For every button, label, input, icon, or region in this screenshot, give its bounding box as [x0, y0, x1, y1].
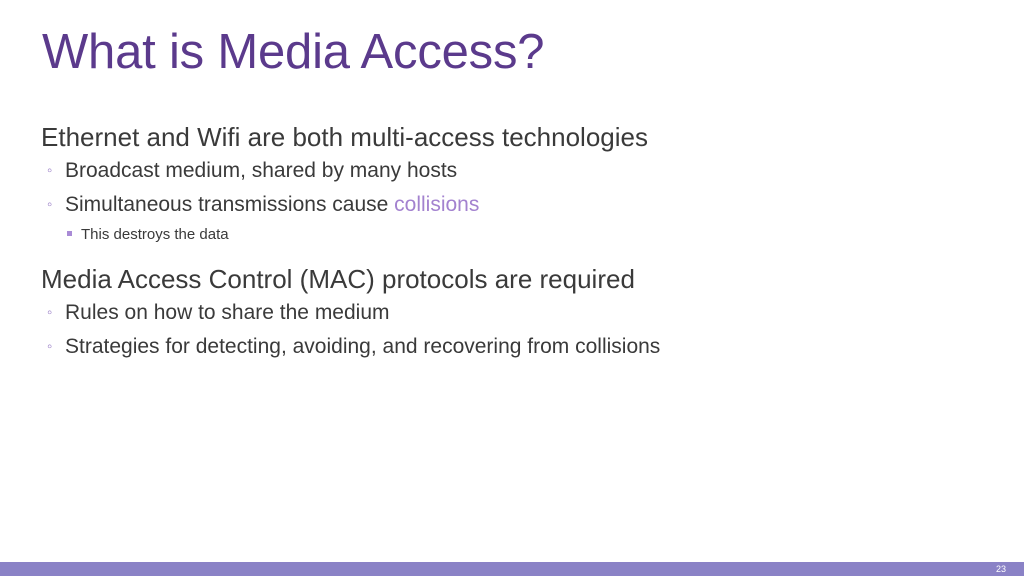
- sub-bullet-text: Rules on how to share the medium: [65, 301, 390, 324]
- sub-bullet: [41, 154, 1001, 188]
- page-number: 23: [995, 564, 1006, 574]
- sub-bullet-text: Simultaneous transmissions cause: [65, 193, 395, 216]
- circle-bullet-icon: ◦: [47, 304, 53, 321]
- sub-sub-bullet: [41, 222, 1001, 248]
- bullet-heading: Ethernet and Wifi are both multi-access technologies: [41, 122, 648, 152]
- bullet-heading: Media Access Control (MAC) protocols are required: [41, 264, 635, 294]
- highlighted-term: collisions: [394, 193, 480, 216]
- sub-bullet: [41, 330, 1001, 364]
- square-bullet-icon: [67, 231, 72, 236]
- circle-bullet-icon: ◦: [47, 162, 53, 179]
- sub-bullet-text: Strategies for detecting, avoiding, and recovering from collisions: [65, 335, 661, 358]
- footer-bar: [0, 562, 1024, 576]
- sub-sub-bullet-text: This destroys the data: [81, 226, 229, 243]
- slide-title: What is Media Access?: [42, 25, 545, 79]
- circle-bullet-icon: ◦: [47, 338, 53, 355]
- circle-bullet-icon: ◦: [47, 196, 53, 213]
- sub-bullet: [41, 296, 1001, 330]
- slide-body: [41, 120, 1001, 364]
- sub-bullet-text: Broadcast medium, shared by many hosts: [65, 159, 458, 182]
- sub-bullet: [41, 188, 1001, 222]
